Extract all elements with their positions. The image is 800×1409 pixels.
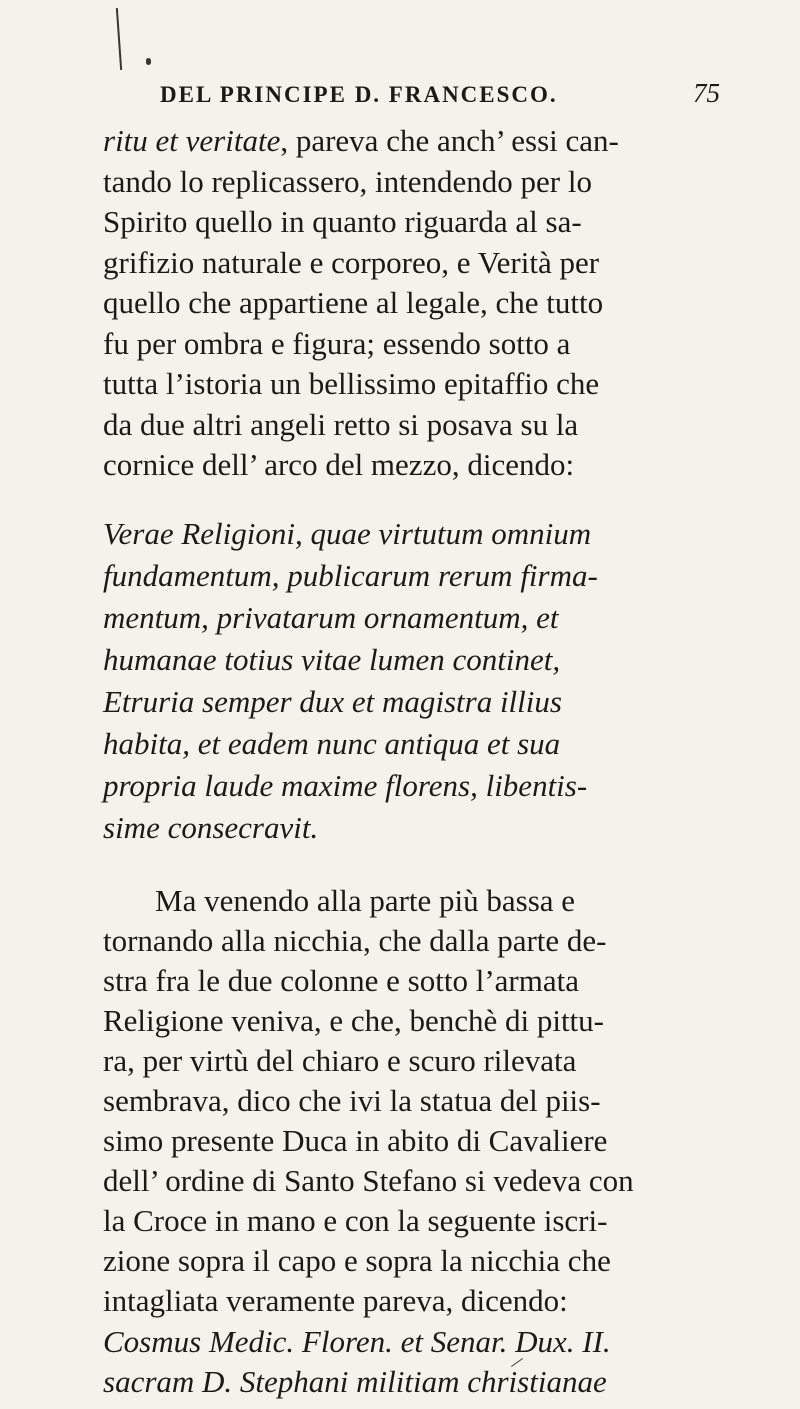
paragraph-line: simo presente Duca in abito di Cavaliere: [103, 1123, 608, 1158]
inscription-line: Etruria semper dux et magistra illius: [103, 684, 562, 719]
paragraph-line: fu per ombra e figura; essendo sotto a: [103, 325, 571, 361]
inscription-line: humanae totius vitae lumen continet,: [103, 642, 561, 677]
inscription-line: Verae Religioni, quae virtutum omnium: [103, 516, 592, 551]
ink-mark-top: [116, 8, 122, 70]
paragraph-line: ritu et veritate, pareva che anch’ essi can-: [103, 123, 619, 158]
paragraph-line: zione sopra il capo e sopra la nicchia che: [103, 1243, 611, 1278]
inscription-line: sacram D. Stephani militiam christianae: [103, 1364, 607, 1399]
paragraph-line: sembrava, dico che ivi la statua del piis-: [103, 1083, 601, 1118]
paragraph-line: Religione veniva, e che, benchè di pittu-: [103, 1003, 604, 1038]
page-number: 75: [693, 78, 720, 108]
paragraph-line: la Croce in mano e con la seguente iscri-: [103, 1203, 608, 1238]
paragraph-line: Spirito quello in quanto riguarda al sa-: [103, 204, 582, 239]
inscription-line: habita, et eadem nunc antiqua et sua: [103, 726, 561, 761]
paragraph-line: cornice dell’ arco del mezzo, dicendo:: [103, 447, 575, 482]
paragraph-line: stra fra le due colonne e sotto l’armata: [103, 963, 579, 998]
paragraph-line: Ma venendo alla parte più bassa e: [155, 883, 576, 918]
inscription-line: fundamentum, publicarum rerum firma-: [103, 558, 598, 593]
paragraph-line: quello che appartiene al legale, che tutto: [103, 285, 604, 320]
inscription-line: sime consecravit.: [103, 810, 319, 845]
paragraph-line: tutta l’istoria un bellissimo epitaffio che: [103, 366, 600, 401]
paragraph-line: grifizio naturale e corporeo, e Verità per: [103, 244, 600, 280]
paragraph-line: ra, per virtù del chiaro e scuro rilevata: [103, 1043, 577, 1078]
inscription-line: propria laude maxime florens, libentis-: [103, 768, 588, 803]
inscription-line: Cosmus Medic. Floren. et Senar. Dux. II.: [103, 1324, 611, 1359]
running-head: DEL PRINCIPE D. FRANCESCO.: [160, 82, 558, 107]
ink-mark-dot: [146, 58, 151, 65]
paragraph-line: intagliata veramente pareva, dicendo:: [103, 1283, 568, 1318]
paragraph-line: da due altri angeli retto si posava su la: [103, 406, 579, 442]
page-header: [160, 78, 720, 116]
paragraph-line: dell’ ordine di Santo Stefano si vedeva con: [103, 1163, 634, 1198]
paragraph-line: tando lo replicassero, intendendo per lo: [103, 163, 592, 199]
inscription-line: mentum, privatarum ornamentum, et: [103, 600, 559, 635]
paragraph-line: tornando alla nicchia, che dalla parte de-: [103, 923, 607, 958]
